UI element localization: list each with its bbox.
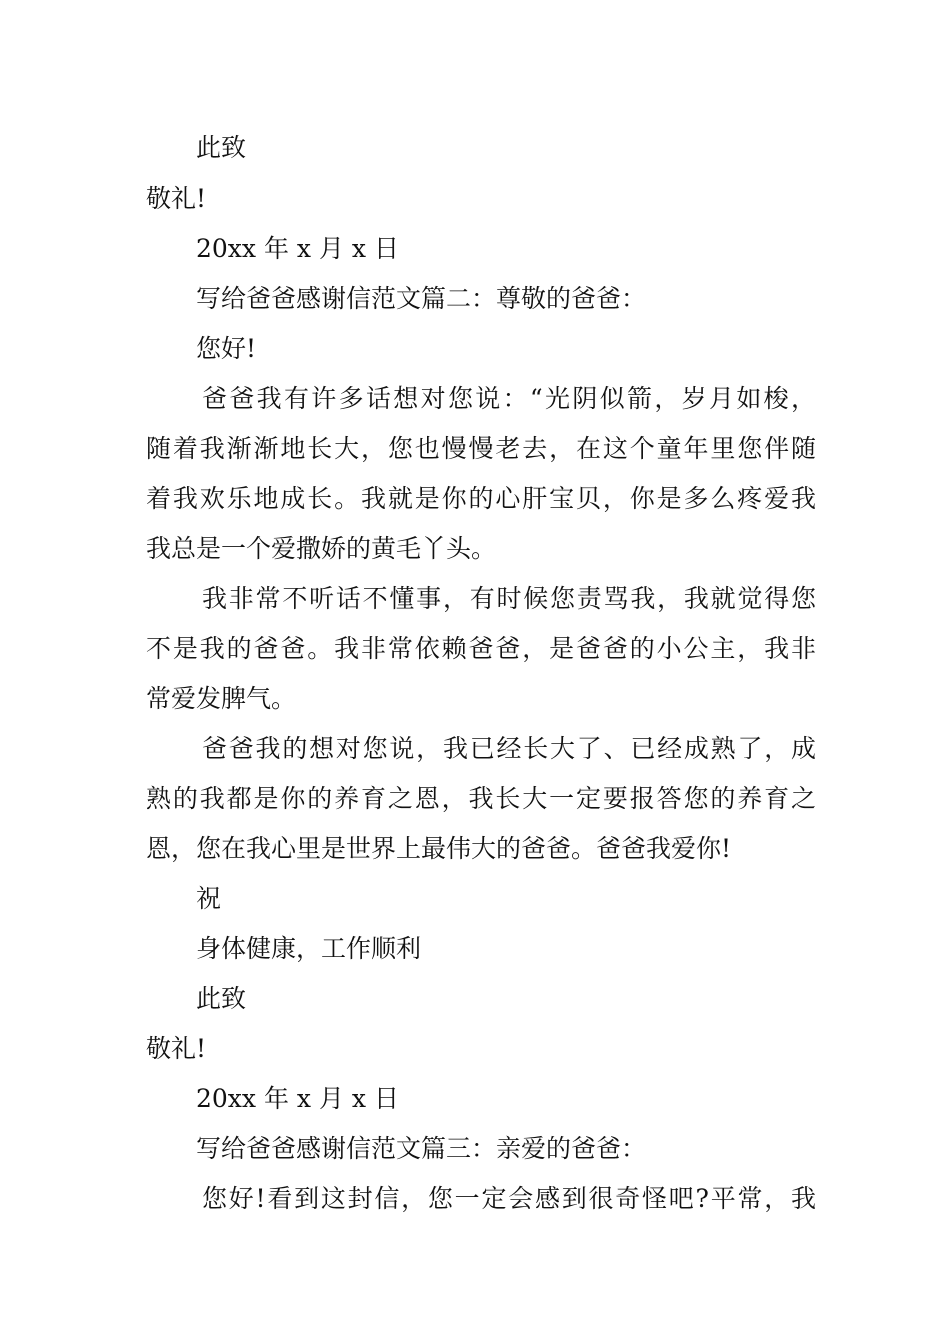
- wish-content-line: 身体健康，工作顺利: [196, 934, 422, 963]
- paragraph-line: 我总是一个爱撒娇的黄毛丫头。: [146, 534, 497, 563]
- paragraph-line: 爸爸我的想对您说，我已经长大了、已经成熟了，成: [202, 734, 816, 763]
- salute-line: 敬礼!: [146, 1034, 207, 1063]
- paragraph-line: 您好!看到这封信，您一定会感到很奇怪吧?平常，我: [202, 1184, 816, 1213]
- paragraph-line: 熟的我都是你的养育之恩，我长大一定要报答您的养育之: [146, 784, 816, 813]
- paragraph-line: 常爱发脾气。: [146, 684, 297, 713]
- salute-line: 敬礼!: [146, 184, 207, 213]
- paragraph-line: 随着我渐渐地长大，您也慢慢老去，在这个童年里您伴随: [146, 434, 816, 463]
- paragraph-line: 着我欢乐地成长。我就是你的心肝宝贝，你是多么疼爱我: [146, 484, 816, 513]
- paragraph-line: 爸爸我有许多话想对您说：“光阴似箭，岁月如梭，: [202, 384, 816, 413]
- date-line: 20xx 年 x 月 x 日: [196, 234, 399, 263]
- section-heading: 写给爸爸感谢信范文篇二：尊敬的爸爸：: [196, 284, 647, 313]
- section-heading: 写给爸爸感谢信范文篇三：亲爱的爸爸：: [196, 1134, 647, 1163]
- paragraph-line: 我非常不听话不懂事，有时候您责骂我，我就觉得您: [202, 584, 816, 613]
- greeting-line: 您好!: [196, 334, 257, 363]
- closing-line: 此致: [196, 984, 247, 1013]
- date-line: 20xx 年 x 月 x 日: [196, 1084, 399, 1113]
- wish-line: 祝: [196, 884, 222, 913]
- closing-line: 此致: [196, 133, 247, 162]
- paragraph-line: 不是我的爸爸。我非常依赖爸爸，是爸爸的小公主，我非: [146, 634, 816, 663]
- paragraph-line: 恩，您在我心里是世界上最伟大的爸爸。爸爸我爱你!: [146, 834, 732, 863]
